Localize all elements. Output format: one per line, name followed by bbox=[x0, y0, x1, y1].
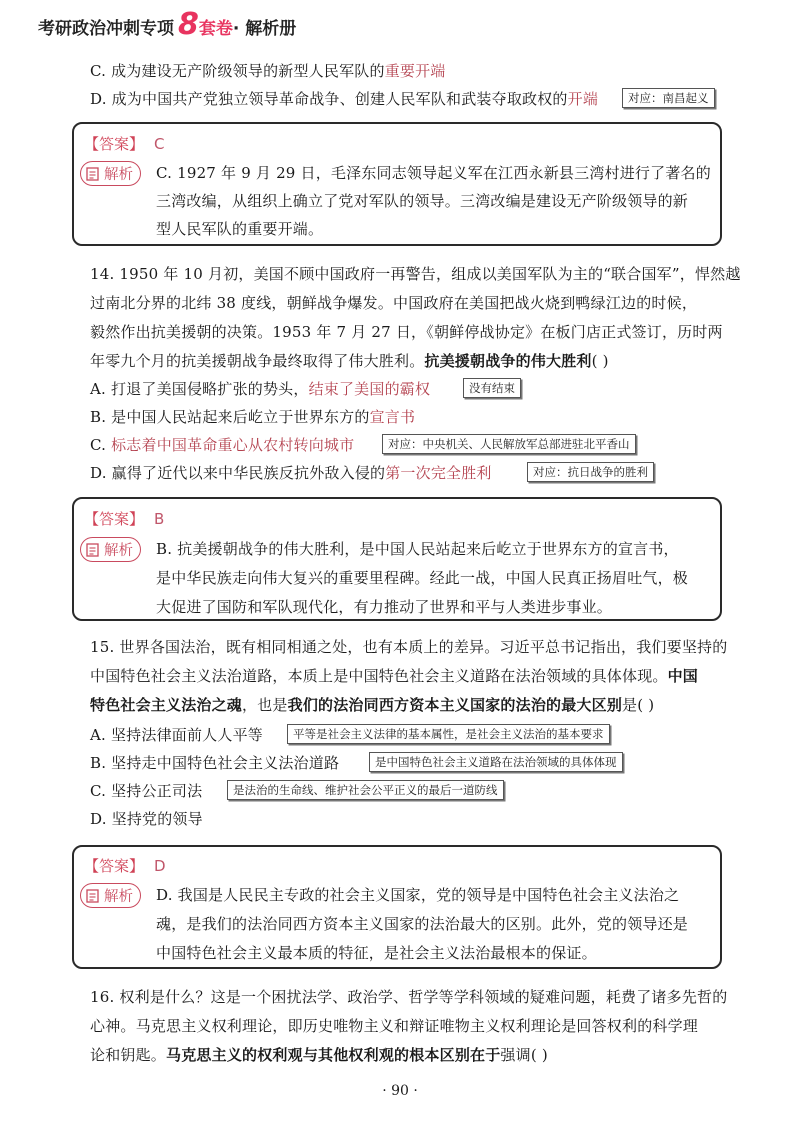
q13-answer: 【答案】 C bbox=[84, 135, 165, 153]
q15-option-b: B. 坚持走中国特色社会主义法治道路 bbox=[90, 754, 340, 772]
q16-stem-line-2: 心神。马克思主义权利理论，即历史唯物主义和辩证唯物主义权利理论是回答权利的科学理 bbox=[90, 1017, 699, 1035]
q15-option-c-note: 是法治的生命线、维护社会公平正义的最后一道防线 bbox=[227, 780, 504, 800]
q14-option-c-note: 对应：中央机关、人民解放军总部进驻北平香山 bbox=[382, 434, 636, 454]
notepad-icon bbox=[85, 542, 101, 558]
q13-analysis-line-2: 三湾改编，从组织上确立了党对军队的领导。三湾改编是建设无产阶级领导的新 bbox=[156, 192, 689, 210]
q15-answer: 【答案】 D bbox=[84, 857, 166, 875]
q13-option-d-note: 对应：南昌起义 bbox=[622, 88, 715, 108]
q15-option-b-note: 是中国特色社会主义道路在法治领域的具体体现 bbox=[369, 752, 623, 772]
q15-stem-line-1: 15. 世界各国法治，既有相同相通之处，也有本质上的差异。习近平总书记指出，我们要坚持的 bbox=[90, 638, 728, 656]
header-title: 考研政治冲刺专项 bbox=[38, 19, 174, 39]
q14-option-b: B. 是中国人民站起来后屹立于世界东方的宣言书 bbox=[90, 408, 416, 426]
q15-stem-line-3: 特色社会主义法治之魂，也是我们的法治同西方资本主义国家的法治的最大区别是( ) bbox=[90, 696, 655, 714]
q15-analysis-line-1: D. 我国是人民民主专政的社会主义国家，党的领导是中国特色社会主义法治之 bbox=[156, 886, 680, 904]
q13-analysis-badge: 解析 bbox=[80, 161, 141, 186]
q14-stem-line-3: 毅然作出抗美援朝的决策。1953 年 7 月 27 日，《朝鲜停战协定》在板门店正式签订，历时两 bbox=[90, 323, 723, 341]
q15-option-a-note: 平等是社会主义法律的基本属性，是社会主义法治的基本要求 bbox=[287, 724, 610, 744]
q15-analysis-badge: 解析 bbox=[80, 883, 141, 908]
header-suffix: 套卷 bbox=[198, 19, 233, 39]
q14-option-d-note: 对应：抗日战争的胜利 bbox=[527, 462, 654, 482]
q15-option-c: C. 坚持公正司法 bbox=[90, 782, 203, 800]
q14-option-d: D. 赢得了近代以来中华民族反抗外敌入侵的第一次完全胜利 bbox=[90, 464, 492, 482]
q14-option-c: C. 标志着中国革命重心从农村转向城市 bbox=[90, 436, 355, 454]
q14-analysis-line-1: B. 抗美援朝战争的伟大胜利，是中国人民站起来后屹立于世界东方的宣言书， bbox=[156, 540, 679, 558]
notepad-icon bbox=[85, 166, 101, 182]
q14-option-a: A. 打退了美国侵略扩张的势头，结束了美国的霸权 bbox=[90, 380, 431, 398]
q16-stem-line-1: 16. 权利是什么？这是一个困扰法学、政治学、哲学等学科领域的疑难问题，耗费了诸多先哲的 bbox=[90, 988, 728, 1006]
header-section: · 解析册 bbox=[232, 19, 297, 39]
q15-stem-line-2: 中国特色社会主义法治道路，本质上是中国特色社会主义道路在法治领域的具体体现。中国 bbox=[90, 667, 699, 685]
q14-analysis-badge: 解析 bbox=[80, 537, 141, 562]
q15-option-d: D. 坚持党的领导 bbox=[90, 810, 203, 828]
q13-analysis-line-3: 型人民军队的重要开端。 bbox=[156, 220, 324, 238]
q14-answer: 【答案】 B bbox=[84, 510, 165, 528]
q15-analysis-line-3: 中国特色社会主义最本质的特征，是社会主义法治最根本的保证。 bbox=[156, 944, 597, 962]
q15-analysis-line-2: 魂，是我们的法治同西方资本主义国家的法治最大的区别。此外，党的领导还是 bbox=[156, 915, 689, 933]
q14-analysis-line-3: 大促进了国防和军队现代化，有力推动了世界和平与人类进步事业。 bbox=[156, 598, 613, 616]
q14-stem-line-1: 14. 1950 年 10 月初，美国不顾中国政府一再警告，组成以美国军队为主的“联合国军”，悍然越 bbox=[90, 265, 741, 283]
q13-analysis-line-1: C. 1927 年 9 月 29 日，毛泽东同志领导起义军在江西永新县三湾村进行了著名的 bbox=[156, 164, 711, 182]
page-number: · 90 · bbox=[382, 1083, 418, 1099]
q14-stem-line-4: 年零九个月的抗美援朝战争最终取得了伟大胜利。抗美援朝战争的伟大胜利( ) bbox=[90, 352, 609, 370]
q13-option-d: D. 成为中国共产党独立领导革命战争、创建人民军队和武装夺取政权的开端 bbox=[90, 90, 599, 108]
q16-stem-line-3: 论和钥匙。马克思主义的权利观与其他权利观的根本区别在于强调( ) bbox=[90, 1046, 548, 1064]
q13-option-c: C. 成为建设无产阶级领导的新型人民军队的重要开端 bbox=[90, 62, 446, 80]
q14-stem-line-2: 过南北分界的北纬 38 度线，朝鲜战争爆发。中国政府在美国把战火烧到鸭绿江边的时候， bbox=[90, 294, 698, 312]
q15-option-a: A. 坚持法律面前人人平等 bbox=[90, 726, 263, 744]
running-header bbox=[38, 7, 297, 44]
q14-analysis-line-2: 是中华民族走向伟大复兴的重要里程碑。经此一战，中国人民真正扬眉吐气，极 bbox=[156, 569, 689, 587]
notepad-icon bbox=[85, 888, 101, 904]
header-number: 8 bbox=[178, 7, 199, 42]
q14-option-a-note: 没有结束 bbox=[463, 378, 521, 398]
